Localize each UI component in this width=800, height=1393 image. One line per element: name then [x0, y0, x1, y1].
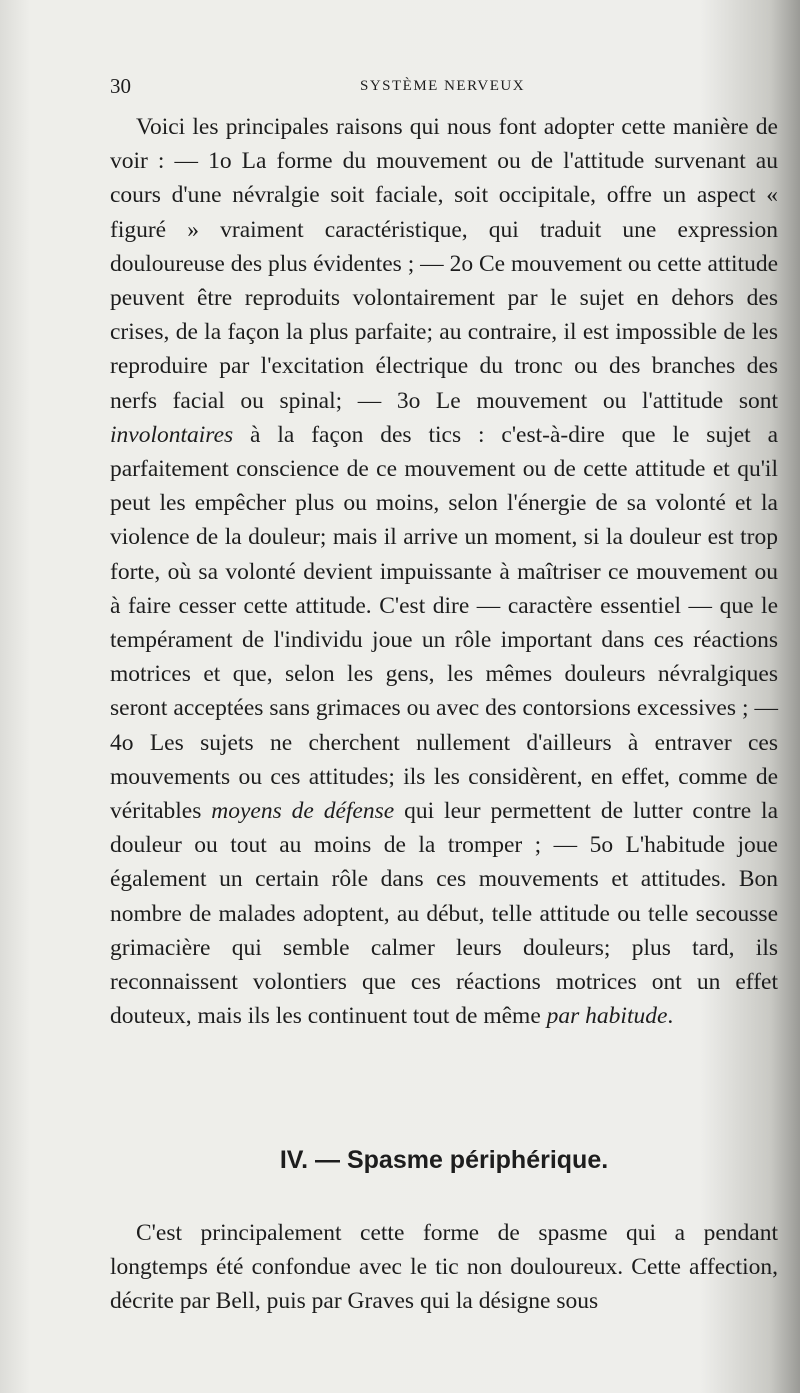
body-paragraph-2 — [110, 1216, 778, 1319]
italic-term: involontaires — [110, 421, 234, 448]
body-paragraph-1 — [110, 110, 778, 1033]
page-number: 30 — [110, 74, 131, 98]
running-title: SYSTÈME NERVEUX — [360, 78, 526, 94]
paragraph-text: . — [667, 1003, 674, 1030]
paragraph-text: qui leur permettent de lutter contre la douleur ou tout au moins de la tromper ; — 5o L'habitude joue également un certain rôle dans ces mouvements et attitudes. Bon nombre de malades adoptent, au début, telle attitude ou telle secousse grimacière qui semble calmer leurs douleurs; plus tard, ils reconnaissent volontiers que ces réactions motrices ont un effet douteux, mais ils les continuent tout de même — [110, 798, 779, 1030]
paragraph-text: C'est principalement cette forme de spasme qui a pendant longtemps été confondue avec le tic non douloureux. Cette affection, décrite par Bell, puis par Graves qui la désigne sous — [110, 1220, 778, 1315]
paragraph-text: Voici les principales raisons qui nous font adopter cette manière de voir : — 1o La forme du mouvement ou de l'attitude survenant au cours d'une névralgie soit faciale, soit occipitale, offre un aspect « figuré » vraiment caractéristique, qui traduit une expression douloureuse des plus évidentes ; — 2o Ce mouvement ou cette attitude peuvent être reproduits volontairement par le sujet en dehors des crises, de la façon la plus parfaite; au contraire, il est impossible de les reproduire par l'excitation électrique du tronc ou des branches des nerfs facial ou spinal; — 3o Le mouvement ou l'attitude sont — [110, 114, 778, 414]
page-header — [110, 74, 690, 104]
section-heading: IV. — Spasme périphérique. — [279, 1146, 609, 1174]
italic-term: moyens de défense — [211, 798, 395, 825]
italic-term: par habitude — [546, 1003, 668, 1030]
paragraph-text: à la façon des tics : c'est-à-dire que le sujet a parfaitement conscience de ce mouvement ou de cette attitude et qu'il peut les empêcher plus ou moins, selon l'énergie de sa volonté et la violence de la douleur; mais il arrive un moment, si la douleur est trop forte, où sa volonté devient impuissante à maîtriser ce mouvement ou à faire cesser cette attitude. C'est dire — caractère essentiel — que le tempérament de l'individu joue un rôle important dans ces réactions motrices et que, selon les gens, les mêmes douleurs névralgiques seront acceptées sans grimaces ou avec des contorsions excessives ; — 4o Les sujets ne cherchent nullement d'ailleurs à entraver ces mouvements ou ces attitudes; ils les considèrent, en effet, comme de véritables — [110, 421, 778, 825]
